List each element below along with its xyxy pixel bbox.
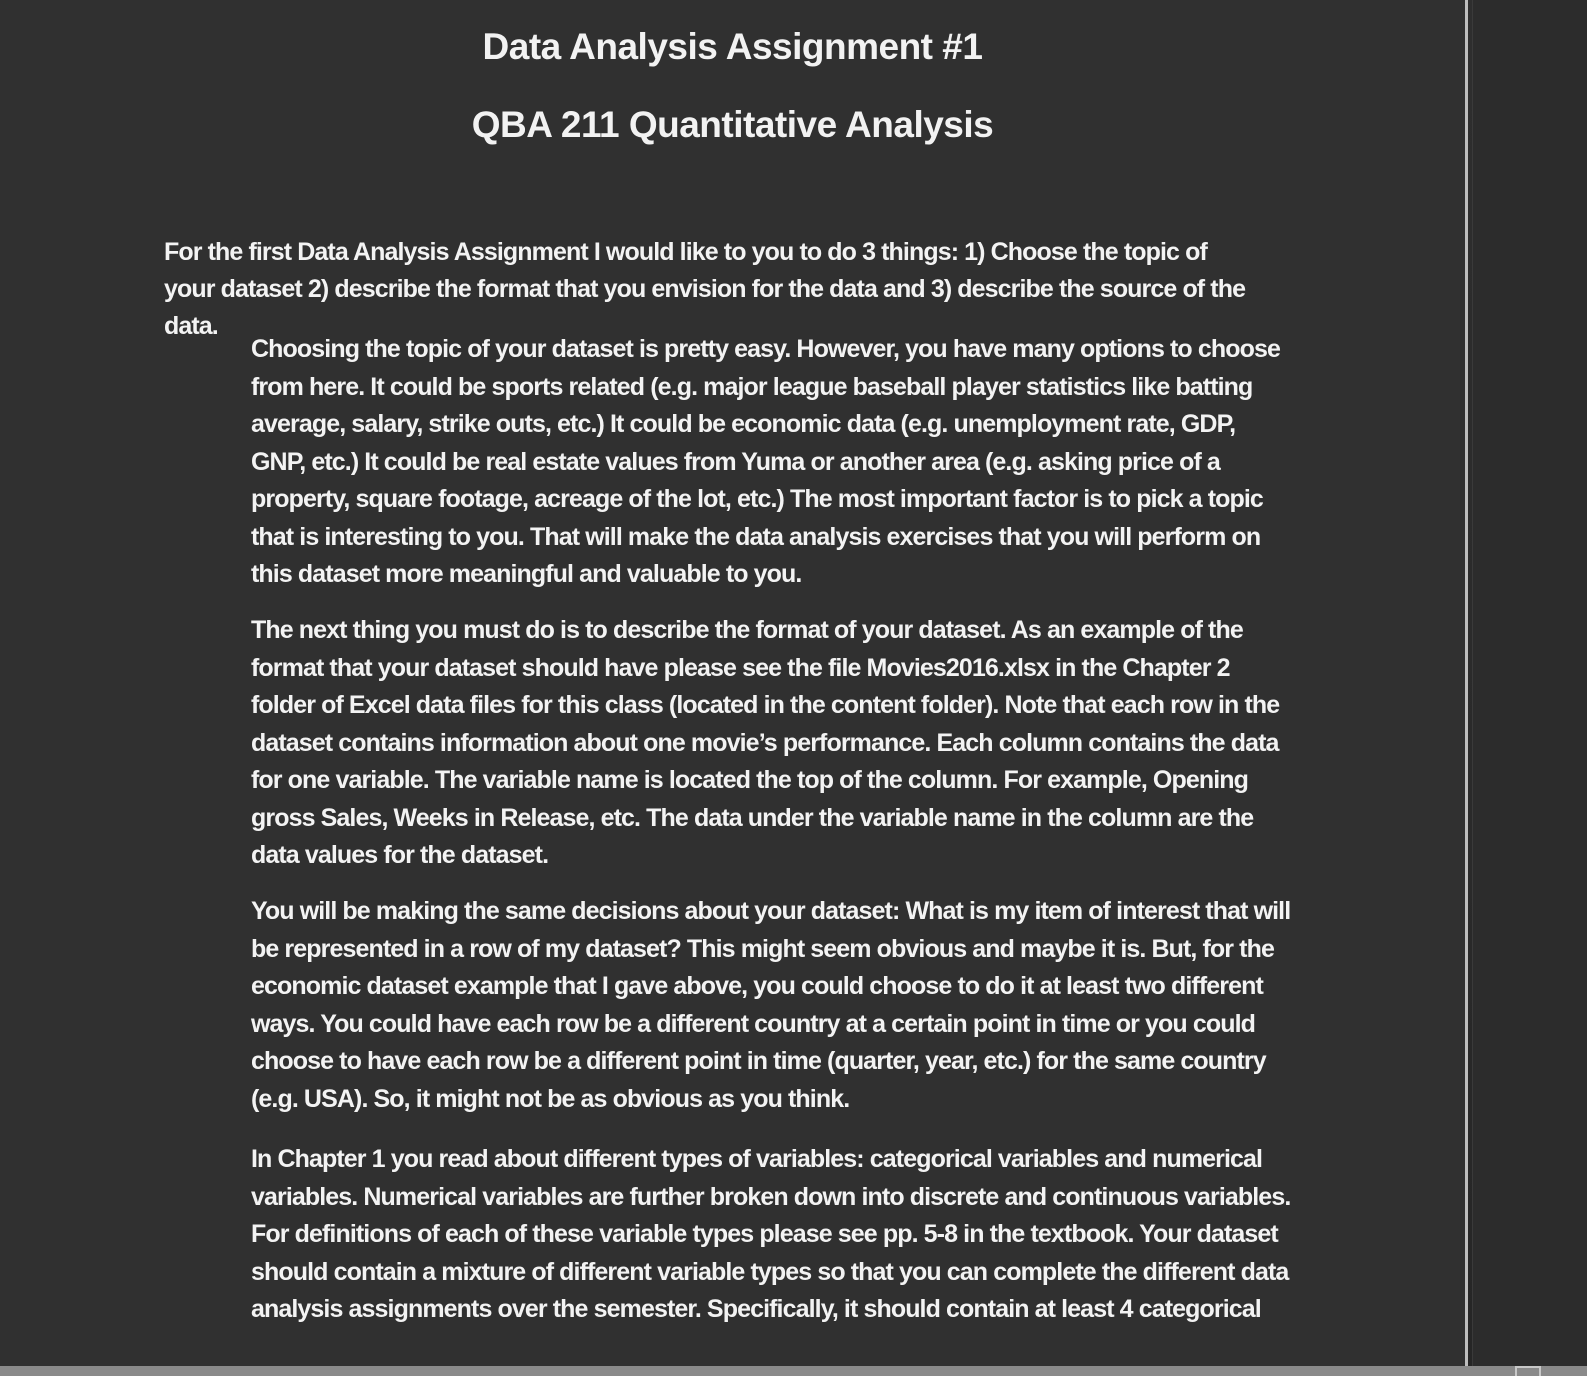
document-subtitle: QBA 211 Quantitative Analysis bbox=[471, 104, 994, 145]
paragraph-variable-types: In Chapter 1 you read about different types of variables: categorical variables and numerical variables. Numerical variables are further broken down into discrete and continuous variables. For definitions of each of these variable types please see pp. 5-8 in the textbook. Your dataset should contain a mixture of different variable types so that you can complete the different data analysis assignments over the semester. Specifically, it should contain at least 4 categorical bbox=[251, 1145, 1291, 1323]
window-icon[interactable] bbox=[1515, 1366, 1541, 1376]
page-bottom-fade bbox=[0, 1342, 1465, 1366]
document-title: Data Analysis Assignment #1 bbox=[482, 26, 983, 67]
paragraph-topic: Choosing the topic of your dataset is pretty easy. However, you have many options to choose from here. It could be sports related (e.g. major league baseball player statistics like batting average, salary, strike outs, etc.) It could be economic data (e.g. unemployment rate, GDP, GNP, etc.) It could be real estate values from Yuma or another area (e.g. asking price of a property, square footage, acreage of the lot, etc.) The most important factor is to pick a topic that is interesting to you. That will make the data analysis exercises that you will perform on this dataset more meaningful and valuable to you. bbox=[251, 335, 1280, 588]
paragraph-format: The next thing you must do is to describe the format of your dataset. As an example of the format that your dataset should have please see the file Movies2016.xlsx in the Chapter 2 folder of Excel data files for this class (located in the content folder). Note that each row in the dataset contains information about one movie’s performance. Each column contains the data for one variable. The variable name is located the top of the column. For example, Opening gross Sales, Weeks in Release, etc. The data under the variable name in the column are the data values for the dataset. bbox=[251, 616, 1280, 869]
side-panel bbox=[1472, 0, 1587, 1376]
taskbar bbox=[0, 1366, 1587, 1376]
intro-paragraph: For the first Data Analysis Assignment I would like to you to do 3 things: 1) Choose the topic of your dataset 2) describe the format that you envision for the data and 3) describe the source of the data. bbox=[164, 238, 1246, 340]
paragraph-decisions: You will be making the same decisions about your dataset: What is my item of interest that will be represented in a row of my dataset? This might seem obvious and maybe it is. But, for the economic dataset example that I gave above, you could choose to do it at least two different ways. You could have each row be a different country at a certain point in time or you could choose to have each row be a different point in time (quarter, year, etc.) for the same country (e.g. USA). So, it might not be as obvious as you think. bbox=[251, 897, 1291, 1113]
